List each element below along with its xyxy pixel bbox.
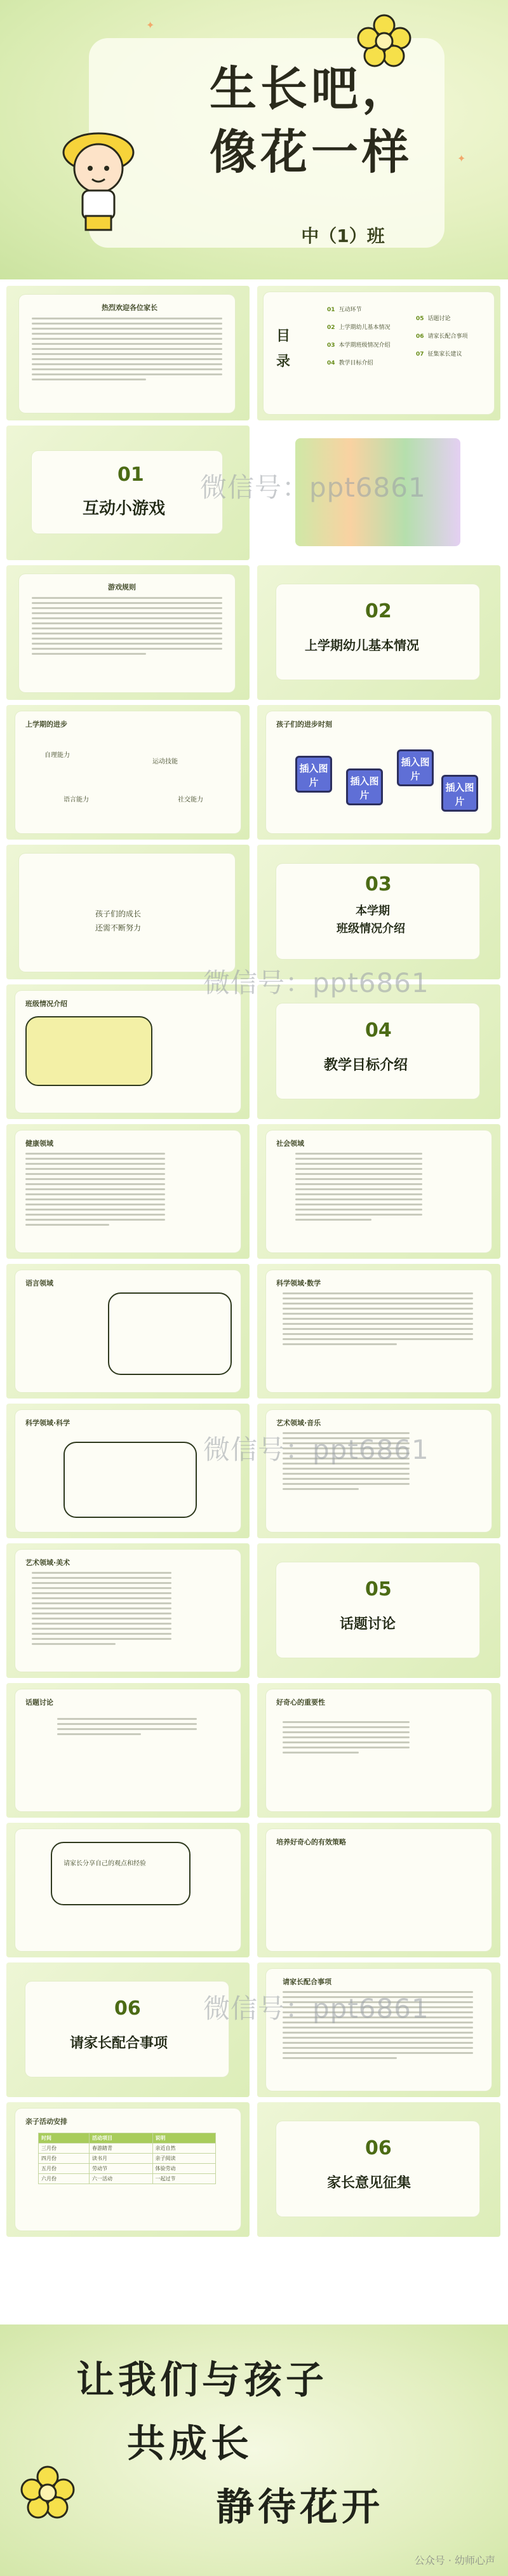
slide-title: 话题讨论 bbox=[25, 1698, 53, 1707]
slide-progress bbox=[6, 705, 250, 840]
slide-game-rules bbox=[6, 565, 250, 700]
watermark: 微信号：ppt6861 bbox=[203, 967, 429, 998]
section-title: 互动小游戏 bbox=[83, 499, 166, 518]
cover-title bbox=[171, 57, 451, 184]
slide-topic bbox=[6, 1683, 250, 1818]
flower-icon bbox=[19, 2464, 76, 2521]
star-icon: ✦ bbox=[146, 19, 155, 31]
section-title: 话题讨论 bbox=[340, 1616, 396, 1632]
slide-title: 健康领域 bbox=[25, 1139, 53, 1148]
section-title: 家长意见征集 bbox=[327, 2175, 411, 2191]
section-number: 01 bbox=[117, 464, 144, 486]
insert-image-placeholder[interactable]: 插入图片 bbox=[295, 756, 332, 793]
growth-text: 还需不断努力 bbox=[95, 923, 142, 932]
progress-tag: 语言能力 bbox=[64, 796, 89, 803]
progress-tag: 运动技能 bbox=[152, 758, 178, 765]
slide-science-math bbox=[257, 1264, 500, 1399]
section-number: 06 bbox=[365, 2137, 392, 2159]
slide-title: 热烈欢迎各位家长 bbox=[102, 304, 157, 312]
share-text: 请家长分享自己的观点和经验 bbox=[64, 1860, 146, 1867]
class-label: 中（1）班 bbox=[301, 225, 385, 246]
growth-text: 孩子们的成长 bbox=[95, 909, 142, 918]
slide-science bbox=[6, 1404, 250, 1538]
slide-activities bbox=[6, 2102, 250, 2237]
toc-item[interactable]: 01 互动环节 bbox=[327, 307, 362, 313]
slide-curiosity bbox=[257, 1683, 500, 1818]
slide-section-06a bbox=[6, 1962, 250, 2097]
slide-title: 请家长配合事项 bbox=[283, 1978, 331, 1986]
slide-photos bbox=[257, 705, 500, 840]
slide-title: 语言领域 bbox=[25, 1279, 53, 1287]
slide-title: 亲子活动安排 bbox=[25, 2117, 67, 2126]
section-number: 04 bbox=[365, 1019, 392, 1042]
cover-title-line1: 生长吧， bbox=[210, 62, 413, 116]
insert-image-placeholder[interactable]: 插入图片 bbox=[397, 749, 434, 786]
kid-illustration bbox=[38, 114, 159, 235]
slide-section-02 bbox=[257, 565, 500, 700]
insert-image-placeholder[interactable]: 插入图片 bbox=[441, 775, 478, 812]
toc-item[interactable]: 02 上学期幼儿基本情况 bbox=[327, 325, 391, 331]
ending-line3: 静待花开 bbox=[216, 2485, 384, 2530]
slide-title: 社会领域 bbox=[276, 1139, 304, 1148]
slide-art-fine bbox=[6, 1543, 250, 1678]
insert-image-placeholder[interactable]: 插入图片 bbox=[346, 768, 383, 805]
slide-title: 班级情况介绍 bbox=[25, 1000, 67, 1008]
slide-title: 游戏规则 bbox=[108, 583, 136, 591]
toc-item[interactable]: 07 征集家长建议 bbox=[416, 351, 462, 358]
slide-cooperate bbox=[257, 1962, 500, 2097]
slide-title: 培养好奇心的有效策略 bbox=[276, 1838, 346, 1846]
progress-tag: 社交能力 bbox=[178, 796, 203, 803]
ending-line2: 共成长 bbox=[127, 2422, 253, 2466]
slide-title: 艺术领域·音乐 bbox=[276, 1419, 321, 1427]
activity-table bbox=[38, 2133, 216, 2184]
ending-slide bbox=[0, 2324, 508, 2576]
table-row: 五月份 劳动节 体验劳动 bbox=[39, 2164, 216, 2174]
slide-title: 艺术领域·美术 bbox=[25, 1559, 70, 1567]
slide-class-info bbox=[6, 984, 250, 1119]
section-number: 05 bbox=[365, 1578, 392, 1600]
toc-label: 目录 bbox=[276, 328, 291, 370]
slide-section-05 bbox=[257, 1543, 500, 1678]
slide-strategy bbox=[257, 1823, 500, 1957]
progress-tag: 自理能力 bbox=[44, 752, 70, 759]
ending-line1: 让我们与孩子 bbox=[76, 2358, 328, 2403]
cover-title-line2: 像花一样 bbox=[210, 125, 413, 180]
section-title: 教学目标介绍 bbox=[324, 1057, 408, 1073]
toc-item[interactable]: 06 请家长配合事项 bbox=[416, 333, 468, 340]
section-title: 本学期 bbox=[356, 904, 390, 918]
watermark: 微信号：ppt6861 bbox=[203, 1993, 429, 2024]
slide-language bbox=[6, 1264, 250, 1399]
footer-mark: 公众号 · 幼师心声 bbox=[414, 2554, 495, 2566]
watermark: 微信号：ppt6861 bbox=[200, 472, 426, 503]
toc-item[interactable]: 03 本学期班级情况介绍 bbox=[327, 342, 391, 349]
cover-slide bbox=[0, 0, 508, 279]
slide-title: 孩子们的进步时刻 bbox=[276, 720, 332, 728]
slide-section-06b bbox=[257, 2102, 500, 2237]
slide-section-03 bbox=[257, 845, 500, 979]
section-title: 请家长配合事项 bbox=[70, 2036, 168, 2051]
toc-item[interactable]: 05 话题讨论 bbox=[416, 316, 451, 322]
slide-toc bbox=[257, 286, 500, 420]
star-icon: ✦ bbox=[457, 152, 466, 164]
section-number: 06 bbox=[114, 1997, 141, 2020]
toc-item[interactable]: 04 教学目标介绍 bbox=[327, 360, 373, 366]
slide-section-04 bbox=[257, 984, 500, 1119]
table-row: 六月份 六一活动 一起过节 bbox=[39, 2174, 216, 2184]
slide-share bbox=[6, 1823, 250, 1957]
table-row: 四月份 读书月 亲子阅读 bbox=[39, 2154, 216, 2164]
slide-title: 好奇心的重要性 bbox=[276, 1698, 325, 1707]
slide-title: 上学期的进步 bbox=[25, 720, 67, 728]
watermark: 微信号：ppt6861 bbox=[203, 1434, 429, 1465]
section-number: 02 bbox=[365, 600, 392, 622]
slide-growth bbox=[6, 845, 250, 979]
slide-title: 科学领域·科学 bbox=[25, 1419, 70, 1427]
section-number: 03 bbox=[365, 873, 392, 896]
slide-health bbox=[6, 1124, 250, 1259]
slide-welcome bbox=[6, 286, 250, 420]
section-title: 上学期幼儿基本情况 bbox=[305, 638, 419, 653]
slide-social bbox=[257, 1124, 500, 1259]
section-title: 班级情况介绍 bbox=[337, 922, 405, 936]
table-row: 时间 活动项目 说明 bbox=[39, 2133, 216, 2143]
slide-title: 科学领域·数学 bbox=[276, 1279, 321, 1287]
slide-art-music bbox=[257, 1404, 500, 1538]
table-row: 三月份 春游踏青 亲近自然 bbox=[39, 2143, 216, 2154]
